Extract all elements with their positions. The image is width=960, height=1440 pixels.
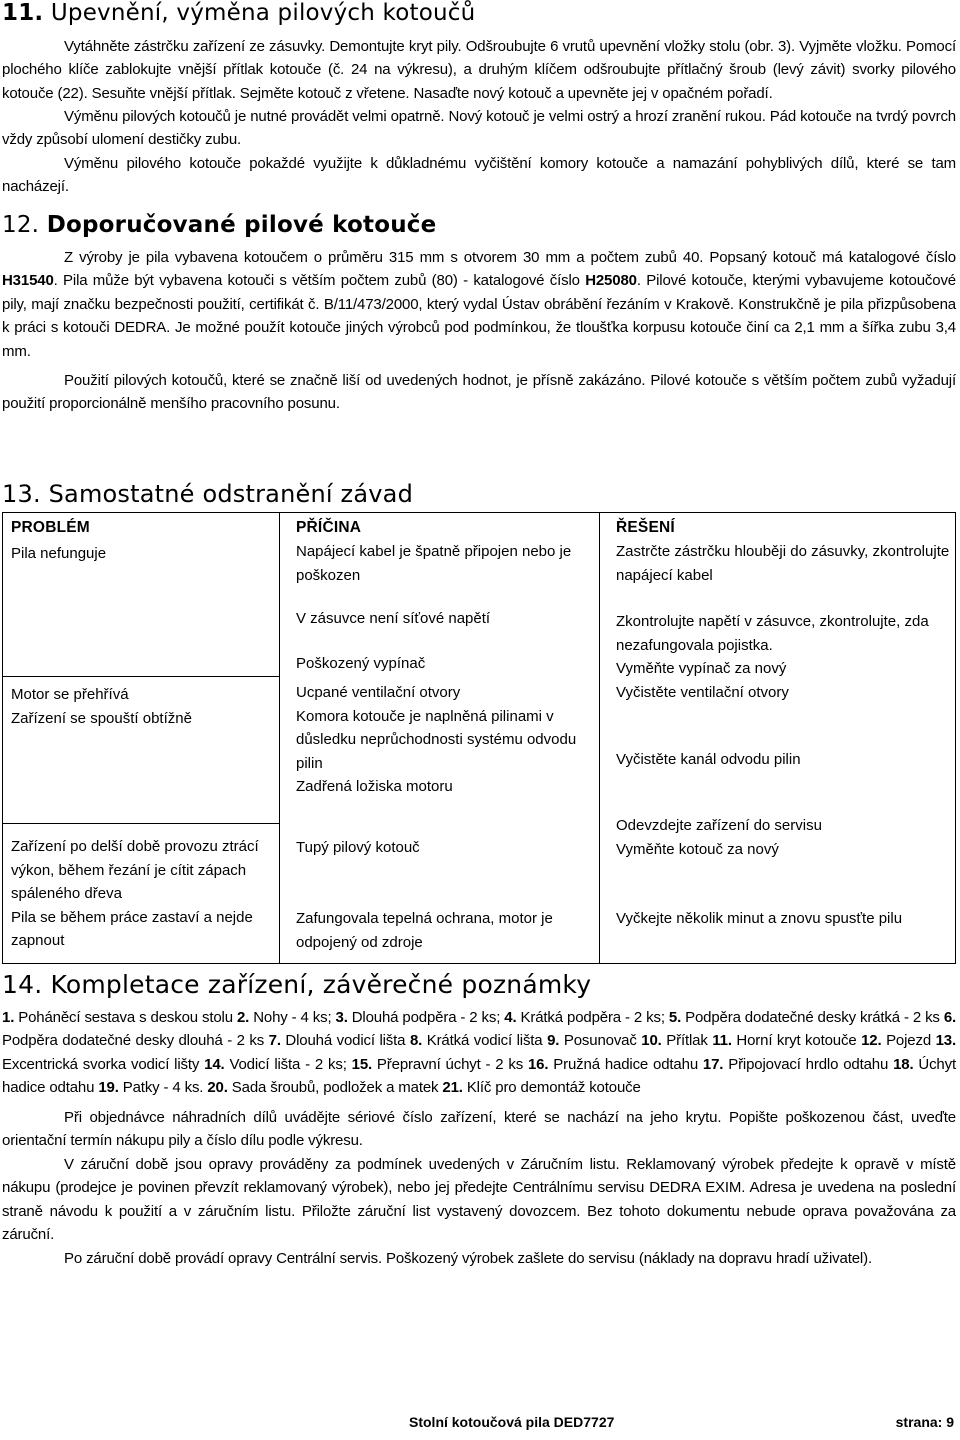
section-11-text-2: Výměnu pilových kotoučů je nutné provádět velmi opatrně. Nový kotouč je velmi ostrý a hrozí zranění rukou. Pád kotouče na tvrdý povrch vždy způsobí ulomení destičky zubu.: [2, 108, 956, 149]
part-name: Horní kryt kotouče: [731, 1032, 862, 1050]
section-14-number: 14.: [2, 970, 43, 999]
section-12-text-2: Použití pilových kotoučů, které se značně liší od uvedených hodnot, je přísně zakázáno. Pilové kotouče s větším počtem zubů vyžadují použití proporcionálně menšího pracovního posunu.: [2, 372, 956, 413]
part-name: Podpěra dodatečné desky krátká - 2 ks: [681, 1009, 944, 1026]
part-number: 16.: [527, 1055, 549, 1073]
section-11-text-3: Výměnu pilového kotouče pokaždé využijte k důkladnému vyčištění komory kotouče a namazání pohyblivých dílů, které se tam nacházejí.: [2, 155, 956, 196]
problem-cell: Pila nefunguje: [11, 545, 107, 562]
section-12-paragraph-2: [2, 369, 956, 416]
part-number: 1.: [2, 1009, 15, 1026]
section-12-paragraph-1: [2, 246, 956, 363]
cause-column: [279, 513, 600, 963]
section-13-heading: [2, 480, 413, 508]
part-number: 13.: [935, 1032, 957, 1050]
row-divider: [3, 823, 279, 824]
part-name: Pojezd: [881, 1032, 936, 1050]
footer-page-number: strana: 9: [895, 1414, 954, 1430]
part-number: 8.: [409, 1032, 423, 1050]
part-number: 3.: [335, 1009, 348, 1026]
part-number: 6.: [943, 1009, 957, 1026]
part-number: 19.: [98, 1079, 119, 1097]
part-number: 7.: [268, 1032, 281, 1050]
cause-cell: Zafungovala tepelná ochrana, motor je odpojený od zdroje: [296, 910, 553, 951]
solution-column: [599, 513, 955, 963]
part-number: 17.: [702, 1055, 724, 1073]
part-number: 12.: [861, 1032, 882, 1050]
section-14-heading: [2, 970, 591, 999]
section-11-title: Upevnění, výměna pilových kotoučů: [50, 0, 476, 26]
solution-cell: Vyčistěte kanál odvodu pilin: [616, 751, 801, 768]
part-number: 15.: [351, 1055, 373, 1073]
part-name: Excentrická svorka vodicí lišty: [2, 1055, 205, 1073]
cause-cell: Tupý pilový kotouč: [296, 839, 420, 856]
section-13-title: Samostatné odstranění závad: [48, 480, 414, 508]
problem-column: [3, 513, 279, 963]
catalog-number-h31540: H31540: [2, 272, 54, 290]
row-divider: [3, 676, 279, 677]
solution-header: ŘEŠENÍ: [616, 519, 675, 536]
part-name: Pružná hadice odtahu: [548, 1055, 703, 1073]
part-number: 21.: [442, 1079, 463, 1097]
troubleshooting-table: [2, 512, 956, 964]
problem-cell: Zařízení po delší době provozu ztrácí výkon, během řezání je cítit zápach spáleného dřeva Pila se během práce zastaví a nejde zapnout: [11, 838, 259, 949]
cause-cell: Ucpané ventilační otvory Komora kotouče je naplněná pilinami v důsledku neprůchodnosti systému odvodu pilin Zadřená ložiska motoru: [296, 684, 577, 795]
part-name: Klíč pro demontáž kotouče: [462, 1079, 641, 1097]
part-number: 10.: [641, 1032, 662, 1050]
part-number: 2.: [236, 1009, 250, 1026]
section-12-title: Doporučované pilové kotouče: [46, 212, 437, 238]
part-number: 18.: [893, 1055, 914, 1073]
section-12-text-1a: Z výroby je pila vybavena kotoučem o průměru 315 mm s otvorem 30 mm a počtem zubů 40. Popsaný kotouč má katalogové číslo: [64, 249, 956, 266]
section-12-text-1e: . Pilové kotouče, kterými vybavujeme kotoučové pily, mají značku bezpečnosti použití, certifikát č. B/11/473/2000, který vydal Ústav obrábění řezáním v Krakově. Konstrukčně je pila přizpůsobena k práci s kotouči DEDRA. Je možné použít kotouče jiných výrobců pod podmínkou, že tloušťka korpusu kotouče činí ca 2,1 mm a šířka zubu 3,4 mm.: [2, 272, 956, 360]
section-12-heading: [2, 212, 436, 238]
part-name: Dlouhá vodicí lišta: [280, 1032, 410, 1050]
solution-cell: Zastrčte zástrčku hlouběji do zásuvky, zkontrolujte napájecí kabel: [616, 543, 950, 584]
section-13-number: 13.: [2, 480, 41, 508]
part-name: Krátká vodicí lišta: [422, 1032, 548, 1050]
part-number: 14.: [204, 1055, 225, 1073]
section-12-number: 12.: [2, 212, 40, 238]
section-14-text-4: Po záruční době provádí opravy Centrální servis. Poškozený výrobek zašlete do servisu (náklady na dopravu hradí uživatel).: [64, 1250, 872, 1267]
section-14-text-3: V záruční době jsou opravy prováděny za podmínek uvedených v Záručním listu. Reklamovaný výrobek předejte k opravě v místě nákupu (prodejce je povinen převzít reklamovaný výrobek), nebo jej předejte Centrálnímu servisu DEDRA EXIM. Adresa je uvedena na poslední straně návodu k použití a v záručním listu. Přiložte záruční list vystavený dovozcem. Bez tohoto dokumentu nebude oprava považována za záruční.: [2, 1156, 956, 1244]
section-11-number: 11.: [2, 0, 44, 26]
section-14-text-2: Při objednávce náhradních dílů uvádějte sériové číslo zařízení, které se nachází na jeho krytu. Popište poškozenou část, uveďte orientační termín nákupu pily a číslo dílu podle výkresu.: [2, 1109, 956, 1150]
part-name: Poháněcí sestava s deskou stolu: [14, 1009, 237, 1026]
part-number: 4.: [504, 1009, 517, 1026]
cause-cell: Poškozený vypínač: [296, 655, 426, 672]
part-name: Přepravní úchyt - 2 ks: [372, 1055, 528, 1073]
section-14-title: Kompletace zařízení, závěrečné poznámky: [50, 970, 592, 999]
solution-cell: Vyčkejte několik minut a znovu spusťte pilu: [616, 910, 903, 927]
footer-product-name: Stolní kotoučová pila DED7727: [409, 1414, 615, 1430]
parts-list: [2, 1006, 956, 1100]
part-number: 11.: [712, 1032, 732, 1050]
part-name: Vodicí lišta - 2 ks;: [224, 1055, 352, 1073]
part-name: Krátká podpěra - 2 ks;: [516, 1009, 669, 1026]
section-14-paragraph-2: [2, 1106, 956, 1153]
cause-cell: Napájecí kabel je špatně připojen nebo je poškozen: [296, 543, 572, 584]
solution-cell: Odevzdejte zařízení do servisu Vyměňte kotouč za nový: [616, 817, 822, 858]
section-14-paragraph-4: [2, 1247, 956, 1270]
section-11-paragraph-2: [2, 105, 956, 152]
part-number: 5.: [668, 1009, 682, 1026]
part-name: Patky - 4 ks.: [118, 1079, 208, 1097]
part-name: Nohy - 4 ks;: [249, 1009, 336, 1026]
part-name: Připojovací hrdlo odtahu: [723, 1055, 894, 1073]
problem-header: PROBLÉM: [11, 519, 90, 536]
solution-cell: Zkontrolujte napětí v zásuvce, zkontrolujte, zda nezafungovala pojistka. Vyměňte vypínač za nový: [616, 613, 929, 677]
section-11-paragraph-3: [2, 152, 956, 199]
part-name: Úchyt hadice odtahu: [2, 1055, 956, 1097]
solution-cell: Vyčistěte ventilační otvory: [616, 684, 789, 701]
section-12-text-1c: . Pila může být vybavena kotouči s větším počtem zubů (80) - katalogové číslo: [53, 272, 586, 290]
section-11-paragraph-1: [2, 35, 956, 105]
section-11-heading: [2, 0, 475, 26]
catalog-number-h25080: H25080: [585, 272, 637, 290]
part-number: 20.: [207, 1079, 228, 1097]
cause-header: PŘÍČINA: [296, 519, 362, 536]
part-name: Přítlak: [661, 1032, 713, 1050]
part-name: Posunovač: [559, 1032, 642, 1050]
section-14-paragraph-3: [2, 1153, 956, 1247]
part-number: 9.: [547, 1032, 560, 1050]
part-name: Dlouhá podpěra - 2 ks;: [347, 1009, 505, 1026]
cause-cell: V zásuvce není síťové napětí: [296, 610, 491, 627]
part-name: Podpěra dodatečné desky dlouhá - 2 ks: [2, 1032, 269, 1050]
problem-cell: Motor se přehřívá Zařízení se spouští obtížně: [11, 686, 192, 727]
part-name: Sada šroubů, podložek a matek: [227, 1079, 443, 1097]
section-11-text-1: Vytáhněte zástrčku zařízení ze zásuvky. Demontujte kryt pily. Odšroubujte 6 vrutů upevnění vložky stolu (obr. 3). Vyjměte vložku. Pomocí plochého klíče zablokujte vnější přítlak kotouče (č. 24 na výkresu), a druhým klíčem odšroubujte přítlačný šroub (levý závit) svorky pilového kotouče (22). Sesuňte vnější přítlak. Sejměte kotouč z vřetene. Nasaďte nový kotouč a upevněte jej v opačném pořadí.: [2, 38, 956, 102]
